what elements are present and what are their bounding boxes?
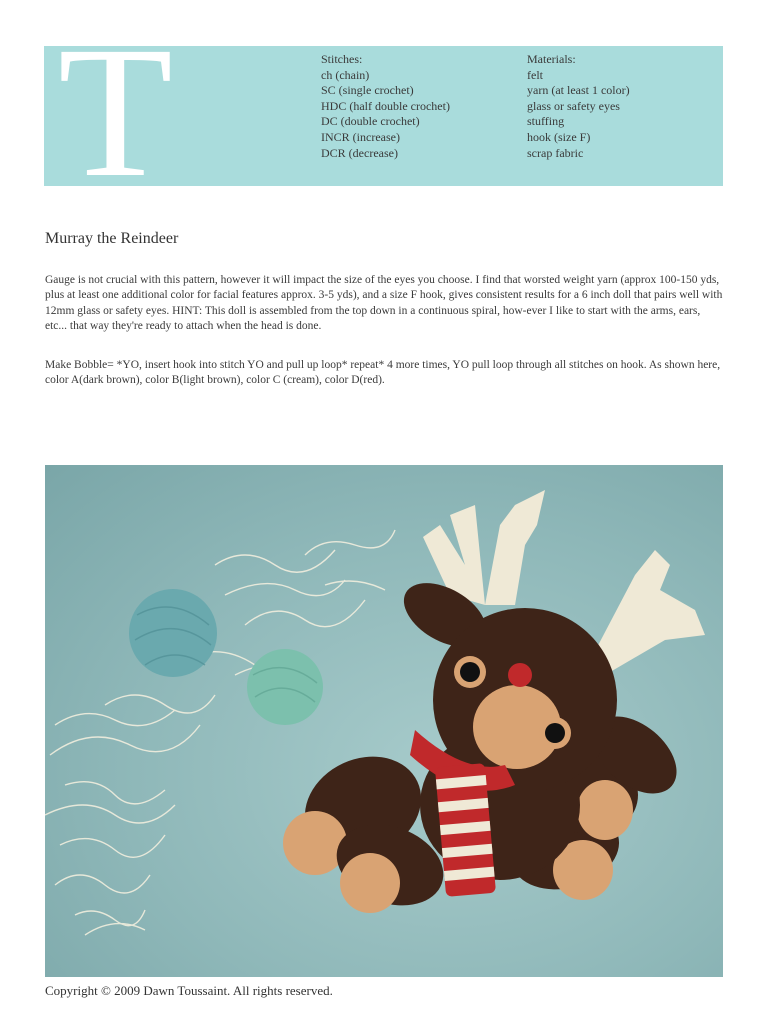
yarn-ball <box>247 649 323 725</box>
gauge-paragraph: Gauge is not crucial with this pattern, however it will impact the size of the eyes you choose. I find that worsted weight yarn (approx 100-150 yds, plus at least one additional color for facial features approx. 3-5 yds), and a size F hook, gives consistent results for a 6 inch doll that pairs well with 12mm glass or safety eyes. HINT: This doll is assembled from the top down in a continuous spiral, how-ever I like to start with the arms, ears, etc... that way they're ready to attach when the head is done. <box>45 274 723 333</box>
material-item: scrap fabric <box>527 145 584 160</box>
stitch-item: HDC (half double crochet) <box>321 98 450 113</box>
material-item: hook (size F) <box>527 129 591 144</box>
hoof <box>577 780 633 840</box>
hoof <box>283 811 347 875</box>
materials-heading: Materials: <box>527 52 576 66</box>
reindeer-illustration <box>45 465 723 977</box>
copyright-notice: Copyright © 2009 Dawn Toussaint. All rights reserved. <box>45 983 333 998</box>
header-band <box>44 46 723 186</box>
stitch-item: INCR (increase) <box>321 129 400 144</box>
material-item: glass or safety eyes <box>527 98 620 113</box>
stitch-item: ch (chain) <box>321 67 370 82</box>
stitch-item: DC (double crochet) <box>321 114 420 129</box>
stitches-heading: Stitches: <box>321 52 363 66</box>
hoof <box>340 853 400 913</box>
red-nose <box>508 663 532 687</box>
reindeer-photo <box>45 465 723 977</box>
material-item: stuffing <box>527 114 565 129</box>
material-item: yarn (at least 1 color) <box>527 83 630 98</box>
stitch-item: SC (single crochet) <box>321 83 414 98</box>
bobble-paragraph: Make Bobble= *YO, insert hook into stitch YO and pull up loop* repeat* 4 more times, YO pull loop through all stitches on hook. As shown here, color A(dark brown), color B(light brown), color C (cream), color D(red). <box>45 359 721 387</box>
drop-cap: T <box>58 46 173 186</box>
eye <box>545 723 565 743</box>
stitch-item: DCR (decrease) <box>321 145 398 160</box>
materials-list <box>527 52 630 161</box>
material-item: felt <box>527 67 543 82</box>
stitches-list <box>321 52 450 161</box>
eye <box>460 662 480 682</box>
page-title: Murray the Reindeer <box>45 230 179 247</box>
